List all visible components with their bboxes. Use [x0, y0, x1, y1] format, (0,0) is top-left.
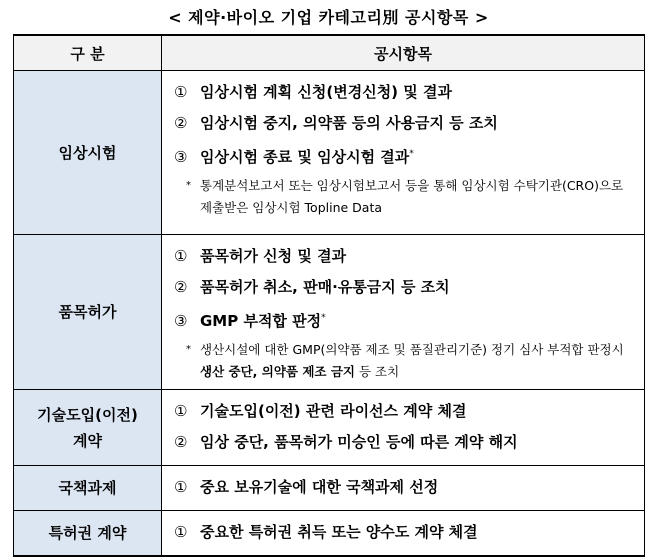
- item-text: 임상시험 계획 신청(변경신청) 및 결과: [200, 83, 452, 101]
- table-row: [14, 235, 645, 390]
- page-title: < 제약·바이오 기업 카테고리別 공시항목 >: [168, 8, 489, 27]
- footnote-marker: *: [321, 313, 326, 323]
- item-text: GMP 부적합 판정: [200, 312, 322, 330]
- category-cell: 특허권 계약: [14, 511, 162, 556]
- item-text: 품목허가 신청 및 결과: [200, 247, 347, 265]
- item-number: ②: [174, 278, 188, 296]
- list-item: [174, 472, 634, 503]
- item-number: ①: [174, 83, 188, 101]
- footnote-marker: *: [409, 149, 414, 159]
- footnote-mark: *: [186, 180, 191, 191]
- footnote-text: 생산시설에 대한 GMP(의약품 제조 및 품질관리기준) 정기 심사 부적합 판정시: [200, 342, 624, 357]
- item-text: 임상시험 중지, 의약품 등의 사용금지 등 조치: [200, 114, 498, 132]
- table-row: [14, 511, 645, 556]
- items-cell: [162, 466, 645, 511]
- items-cell: [162, 71, 645, 235]
- table-row: [14, 390, 645, 466]
- item-text: 중요한 특허권 취득 또는 양수도 계약 체결: [200, 523, 478, 541]
- list-item: [174, 77, 634, 108]
- list-item: [174, 427, 634, 458]
- item-number: ①: [174, 247, 188, 265]
- item-number: ②: [174, 433, 188, 451]
- header-items: 공시항목: [162, 35, 645, 71]
- list-item: [174, 139, 634, 173]
- category-line-2: 계약: [73, 431, 102, 450]
- items-cell: [162, 390, 645, 466]
- category-line-1: 기술도입(이전): [37, 405, 138, 424]
- item-text: 기술도입(이전) 관련 라이선스 계약 체결: [200, 402, 467, 420]
- list-item: [174, 396, 634, 427]
- footnote: [174, 175, 634, 219]
- footnote: [174, 339, 634, 383]
- item-number: ①: [174, 402, 188, 420]
- category-cell: [14, 390, 162, 466]
- footnote-text-end: 등 조치: [354, 364, 400, 379]
- table-row: [14, 71, 645, 235]
- item-number: ②: [174, 114, 188, 132]
- footnote-text: 통계분석보고서 또는 임상시험보고서 등을 통해 임상시험 수탁기관(CRO)으로 제출받은 임상시험 Topline Data: [200, 178, 624, 215]
- item-text: 품목허가 취소, 판매·유통금지 등 조치: [200, 278, 450, 296]
- item-number: ①: [174, 523, 188, 541]
- items-cell: [162, 511, 645, 556]
- footnote-emphasis: 생산 중단, 의약품 제조 금지: [200, 364, 355, 379]
- item-number: ③: [174, 312, 188, 330]
- item-text: 임상 중단, 품목허가 미승인 등에 따른 계약 해지: [200, 433, 518, 451]
- item-number: ①: [174, 478, 188, 496]
- footnote-mark: *: [186, 344, 191, 355]
- header-category: 구 분: [14, 35, 162, 71]
- items-cell: [162, 235, 645, 390]
- item-number: ③: [174, 148, 188, 166]
- list-item: [174, 108, 634, 139]
- list-item: [174, 303, 634, 337]
- category-cell: 국책과제: [14, 466, 162, 511]
- table-row: [14, 466, 645, 511]
- item-text: 중요 보유기술에 대한 국책과제 선정: [200, 478, 439, 496]
- list-item: [174, 272, 634, 303]
- list-item: [174, 241, 634, 272]
- item-text: 임상시험 종료 및 임상시험 결과: [200, 148, 410, 166]
- disclosure-table: [13, 34, 645, 557]
- category-cell: 품목허가: [14, 235, 162, 390]
- category-cell: 임상시험: [14, 71, 162, 235]
- table-header-row: [14, 35, 645, 71]
- list-item: [174, 517, 634, 548]
